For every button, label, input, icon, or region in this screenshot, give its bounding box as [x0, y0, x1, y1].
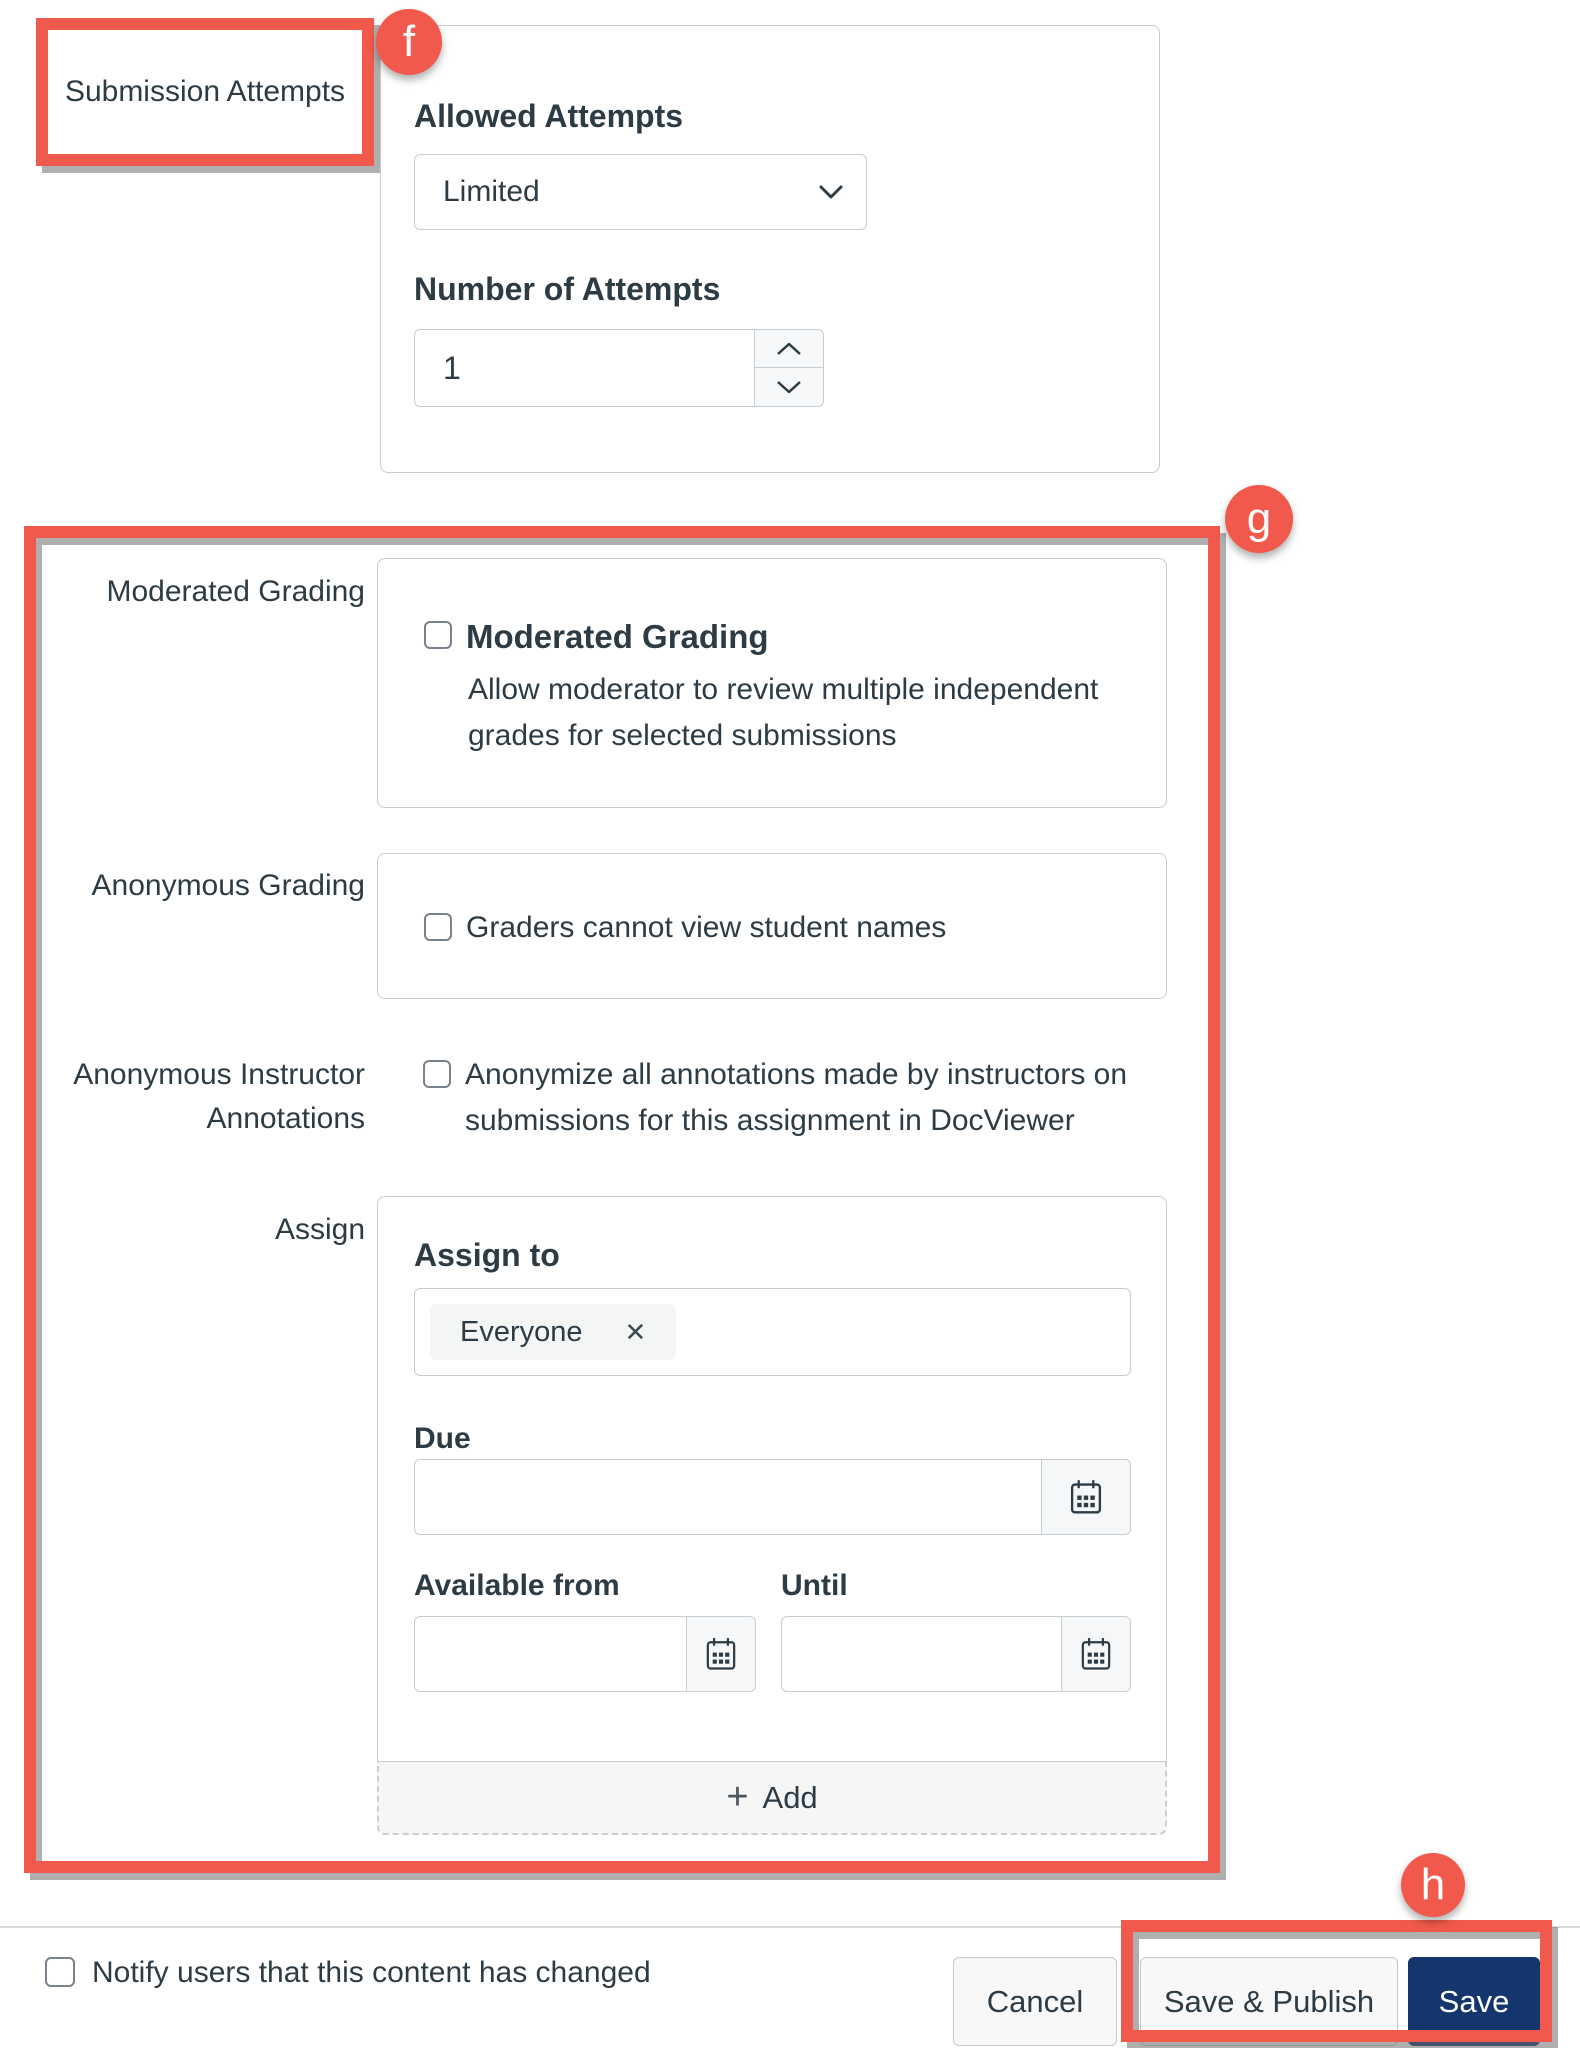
submission-attempts-section-label: Submission Attempts: [64, 75, 346, 108]
add-assignment-dates-button[interactable]: [377, 1761, 1167, 1835]
due-label: Due: [414, 1422, 471, 1455]
number-of-attempts-value: 1: [443, 349, 461, 386]
annotation-badge-h: h: [1401, 1853, 1465, 1917]
cancel-button[interactable]: [953, 1957, 1117, 2046]
save-and-publish-button-label: Save & Publish: [1163, 1983, 1375, 2019]
allowed-attempts-select[interactable]: [414, 154, 867, 230]
cancel-button-label: Cancel: [986, 1983, 1084, 2019]
calendar-icon: [1068, 1478, 1104, 1516]
due-date-input[interactable]: [415, 1460, 1041, 1534]
until-date-group: [781, 1616, 1131, 1692]
anonymous-instructor-annotations-checkbox-label: Anonymize all annotations made by instructors on submissions for this assignment in DocViewer: [465, 1058, 1128, 1137]
calendar-icon: [704, 1636, 738, 1672]
allowed-attempts-selected-value: Limited: [443, 175, 540, 208]
chevron-down-icon: [818, 183, 844, 201]
until-label: Until: [781, 1569, 848, 1602]
moderated-grading-description: Allow moderator to review multiple independent grades for selected submissions: [468, 673, 1099, 752]
notify-users-label: Notify users that this content has changed: [92, 1956, 651, 1989]
plus-icon: +: [726, 1776, 749, 1818]
assign-to-input[interactable]: [414, 1288, 1131, 1376]
assignee-pill-label: Everyone: [460, 1315, 583, 1348]
number-of-attempts-heading: Number of Attempts: [414, 271, 721, 307]
assign-panel: [377, 1196, 1167, 1762]
available-from-input[interactable]: [415, 1617, 686, 1691]
stepper-down-button[interactable]: [755, 368, 823, 406]
notify-users-checkbox[interactable]: [45, 1957, 75, 1987]
allowed-attempts-heading: Allowed Attempts: [414, 98, 684, 134]
number-stepper: [754, 330, 823, 406]
footer-divider: [0, 1926, 1580, 1928]
until-input[interactable]: [782, 1617, 1061, 1691]
anonymous-instructor-annotations-section-label: Anonymous Instructor Annotations: [73, 1058, 365, 1135]
anonymous-grading-section-label: Anonymous Grading: [91, 869, 365, 902]
assign-section-label: Assign: [274, 1213, 365, 1246]
annotation-badge-f: f: [376, 9, 442, 75]
anonymous-instructor-annotations-checkbox[interactable]: [423, 1060, 451, 1088]
calendar-icon: [1079, 1636, 1113, 1672]
save-and-publish-button[interactable]: [1140, 1957, 1398, 2046]
annotation-badge-g: g: [1225, 485, 1293, 553]
moderated-grading-checkbox-label: Moderated Grading: [466, 618, 769, 655]
annotation-box-f-submission-attempts: [36, 18, 374, 166]
anonymous-grading-checkbox-label: Graders cannot view student names: [466, 911, 947, 944]
chevron-down-icon: [774, 379, 804, 395]
available-from-label: Available from: [414, 1569, 620, 1602]
chevron-up-icon: [774, 341, 804, 357]
save-button-label: Save: [1438, 1983, 1510, 2019]
number-of-attempts-input[interactable]: [414, 329, 824, 407]
due-calendar-button[interactable]: [1041, 1460, 1130, 1534]
add-button-label: Add: [762, 1779, 818, 1815]
available-from-calendar-button[interactable]: [686, 1617, 755, 1691]
until-calendar-button[interactable]: [1061, 1617, 1130, 1691]
remove-assignee-icon[interactable]: ✕: [624, 1316, 647, 1347]
assign-to-heading: Assign to: [414, 1237, 560, 1273]
assignee-pill: [430, 1304, 676, 1360]
save-button[interactable]: [1408, 1957, 1540, 2046]
moderated-grading-panel: [377, 558, 1167, 808]
moderated-grading-checkbox[interactable]: [424, 621, 452, 649]
stepper-up-button[interactable]: [755, 330, 823, 368]
available-from-date-group: [414, 1616, 756, 1692]
anonymous-grading-panel: [377, 853, 1167, 999]
moderated-grading-section-label: Moderated Grading: [106, 575, 365, 608]
due-date-group: [414, 1459, 1131, 1535]
anonymous-grading-checkbox[interactable]: [424, 913, 452, 941]
submission-attempts-panel: [380, 25, 1160, 473]
